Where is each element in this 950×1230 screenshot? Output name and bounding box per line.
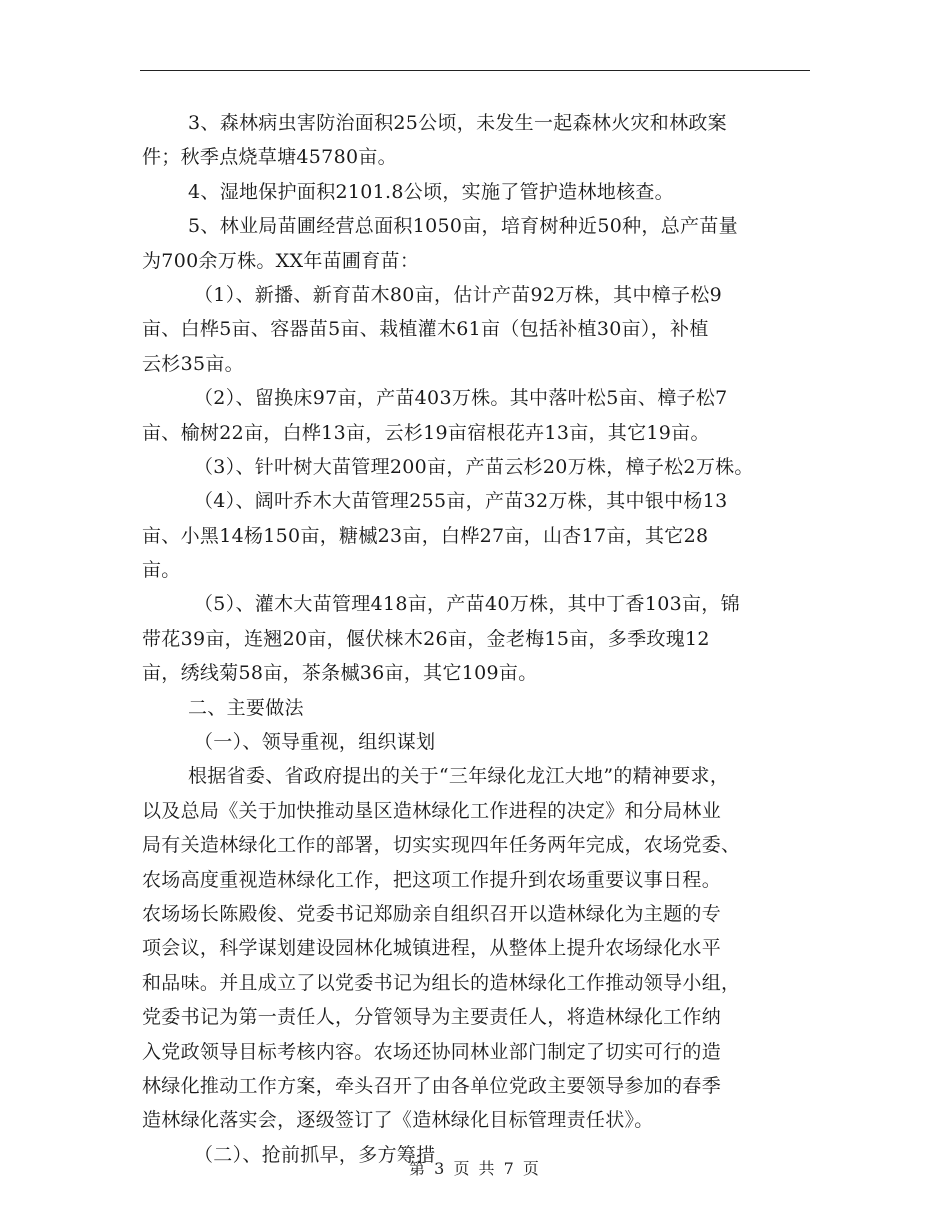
text-line: （3）、针叶树大苗管理200亩，产苗云杉20万株，樟子松2万株。 xyxy=(194,455,754,478)
text-line: 根据省委、省政府提出的关于“三年绿化龙江大地”的精神要求， xyxy=(188,765,730,788)
text-line: 云杉35亩。 xyxy=(142,352,244,375)
text-line: 党委书记为第一责任人，分管领导为主要责任人，将造林绿化工作纳 xyxy=(142,1006,722,1029)
text-line: 件；秋季点烧草塘45780亩。 xyxy=(142,146,397,169)
text-line: 亩、小黑14杨150亩，糖槭23亩，白桦27亩，山杏17亩，其它28 xyxy=(142,524,709,547)
text-line: 入党政领导目标考核内容。农场还协同林业部门制定了切实可行的造 xyxy=(142,1040,722,1063)
text-line: 农场场长陈殿俊、党委书记郑励亲自组织召开以造林绿化为主题的专 xyxy=(142,902,722,925)
text-line: 和品味。并且成立了以党委书记为组长的造林绿化工作推动领导小组， xyxy=(142,971,741,994)
text-line: 造林绿化落实会，逐级签订了《造林绿化目标管理责任状》。 xyxy=(142,1109,654,1132)
text-line: 带花39亩，连翘20亩，偃伏梾木26亩，金老梅15亩，多季玫瑰12 xyxy=(142,627,710,650)
text-line: （4）、阔叶乔木大苗管理255亩，产苗32万株，其中银中杨13 xyxy=(194,490,728,513)
text-line: 亩。 xyxy=(142,559,181,582)
subsection-heading: （一）、领导重视，组织谋划 xyxy=(194,731,436,754)
text-line: 项会议，科学谋划建设园林化城镇进程，从整体上提升农场绿化水平 xyxy=(142,937,722,960)
text-line: 亩，绣线菊58亩，茶条槭36亩，其它109亩。 xyxy=(142,662,538,685)
text-line: （1）、新播、新育苗木80亩，估计产苗92万株，其中樟子松9 xyxy=(194,283,723,306)
document-body xyxy=(142,106,832,1172)
page-footer: 第 3 页 共 7 页 xyxy=(409,1159,541,1178)
section-heading: 二、主要做法 xyxy=(188,696,304,719)
text-line: 林绿化推动工作方案，牵头召开了由各单位党政主要领导参加的春季 xyxy=(142,1074,722,1097)
subsection-heading: （二）、抢前抓早，多方筹措 xyxy=(194,1143,436,1166)
text-line: （2）、留换床97亩，产苗403万株。其中落叶松5亩、樟子松7 xyxy=(194,387,728,410)
text-line: 局有关造林绿化工作的部署，切实实现四年任务两年完成，农场党委、 xyxy=(142,834,741,857)
text-line: 4、湿地保护面积2101.8公顷，实施了管护造林地核查。 xyxy=(188,180,674,203)
text-line: 农场高度重视造林绿化工作，把这项工作提升到农场重要议事日程。 xyxy=(142,868,722,891)
text-line: （5）、灌木大苗管理418亩，产苗40万株，其中丁香103亩，锦 xyxy=(194,593,740,616)
text-line: 以及总局《关于加快推动垦区造林绿化工作进程的决定》和分局林业 xyxy=(142,799,722,822)
text-line: 亩、白桦5亩、容器苗5亩、栽植灌木61亩（包括补植30亩），补植 xyxy=(142,318,709,341)
text-line: 亩、榆树22亩，白桦13亩，云杉19亩宿根花卉13亩，其它19亩。 xyxy=(142,421,710,444)
text-line: 3、森林病虫害防治面积25公顷，未发生一起森林火灾和林政案 xyxy=(188,112,727,134)
text-line: 5、林业局苗圃经营总面积1050亩，培育树种近50种，总产苗量 xyxy=(188,215,738,238)
header-rule xyxy=(140,70,810,71)
text-line: 为700余万株。XX年苗圃育苗： xyxy=(142,249,420,272)
